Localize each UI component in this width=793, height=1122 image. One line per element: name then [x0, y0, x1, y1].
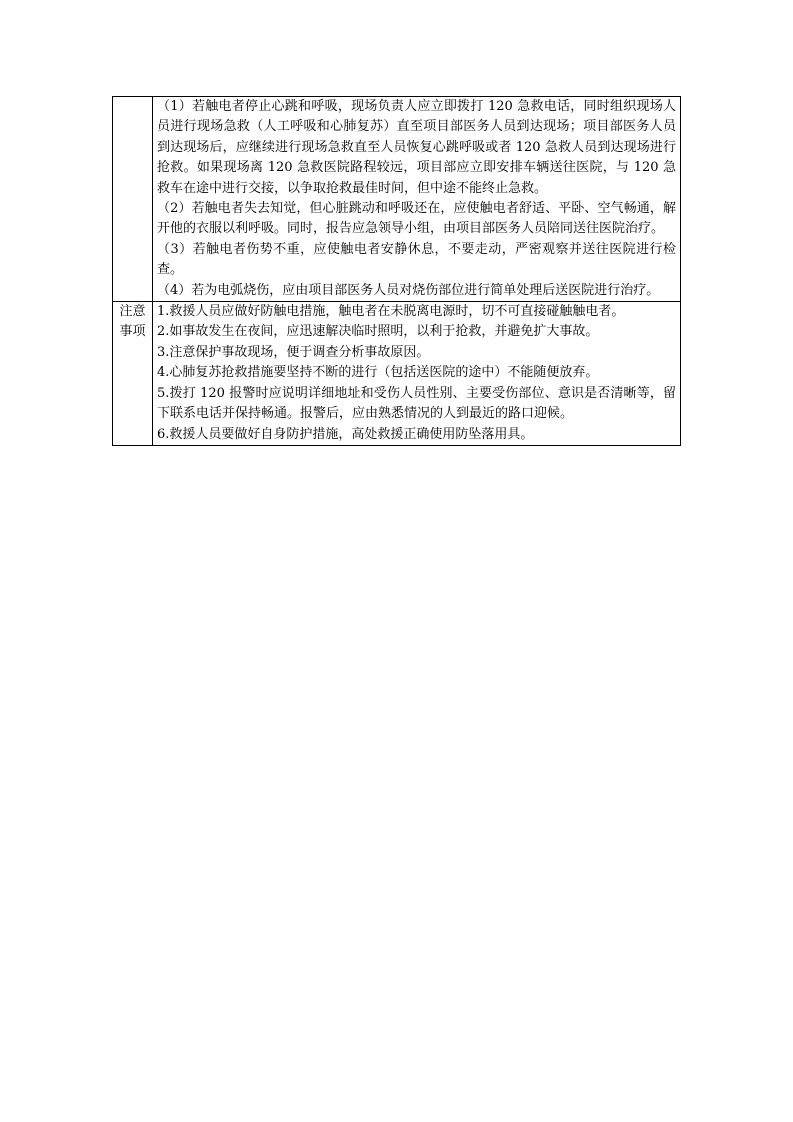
precautions-content-cell — [153, 302, 681, 446]
table-row-first-aid — [113, 97, 681, 302]
paragraph-no-heartbeat: （1）若触电者停止心跳和呼吸，现场负责人应立即拨打 120 急救电话，同时组织现场人员进行现场急救（人工呼吸和心肺复苏）直至项目部医务人员到达现场；项目部医务人员到达现场后，应继续进行现场急救直至人员恢复心跳呼吸或者 120 急救人员到达现场进行抢救。如果现场离 120 急救医院路程较远，项目部应立即安排车辆送往医院，与 120 急救车在途中进行交接，以争取抢救最佳时间，但中途不能终止急救。 — [157, 99, 676, 196]
precaution-item: 4.心肺复苏抢救措施要坚持不断的进行（包括送医院的途中）不能随便放弃。 — [157, 365, 599, 381]
precaution-item: 3.注意保护事故现场，便于调查分析事故原因。 — [157, 344, 430, 360]
precaution-item: 1.救援人员应做好防触电措施，触电者在未脱离电源时，切不可直接碰触触电者。 — [157, 304, 625, 320]
emergency-measures-table — [112, 96, 681, 446]
row-label-cell — [113, 97, 153, 302]
precautions-label: 注意事项 — [113, 302, 153, 446]
table-row-precautions — [113, 302, 681, 446]
precaution-item: 2.如事故发生在夜间，应迅速解决临时照明，以利于抢救，并避免扩大事故。 — [157, 324, 599, 340]
row-content-cell — [153, 97, 681, 302]
paragraph-minor-injury: （3）若触电者伤势不重，应使触电者安静休息，不要走动，严密观察并送往医院进行检查。 — [157, 241, 676, 278]
precaution-item: 6.救援人员要做好自身防护措施，高处救援正确使用防坠落用具。 — [157, 426, 534, 442]
paragraph-unconscious: （2）若触电者失去知觉，但心脏跳动和呼吸还在，应使触电者舒适、平卧、空气畅通，解开他的衣服以利呼吸。同时，报告应急领导小组，由项目部医务人员陪同送往医院治疗。 — [157, 201, 676, 237]
paragraph-arc-burn: （4）若为电弧烧伤，应由项目部医务人员对烧伤部位进行简单处理后送医院进行治疗。 — [157, 282, 660, 298]
precaution-item: 5.拨打 120 报警时应说明详细地址和受伤人员性别、主要受伤部位、意识是否清晰等，留下联系电话并保持畅通。报警后，应由熟悉情况的人到最近的路口迎候。 — [157, 385, 676, 422]
